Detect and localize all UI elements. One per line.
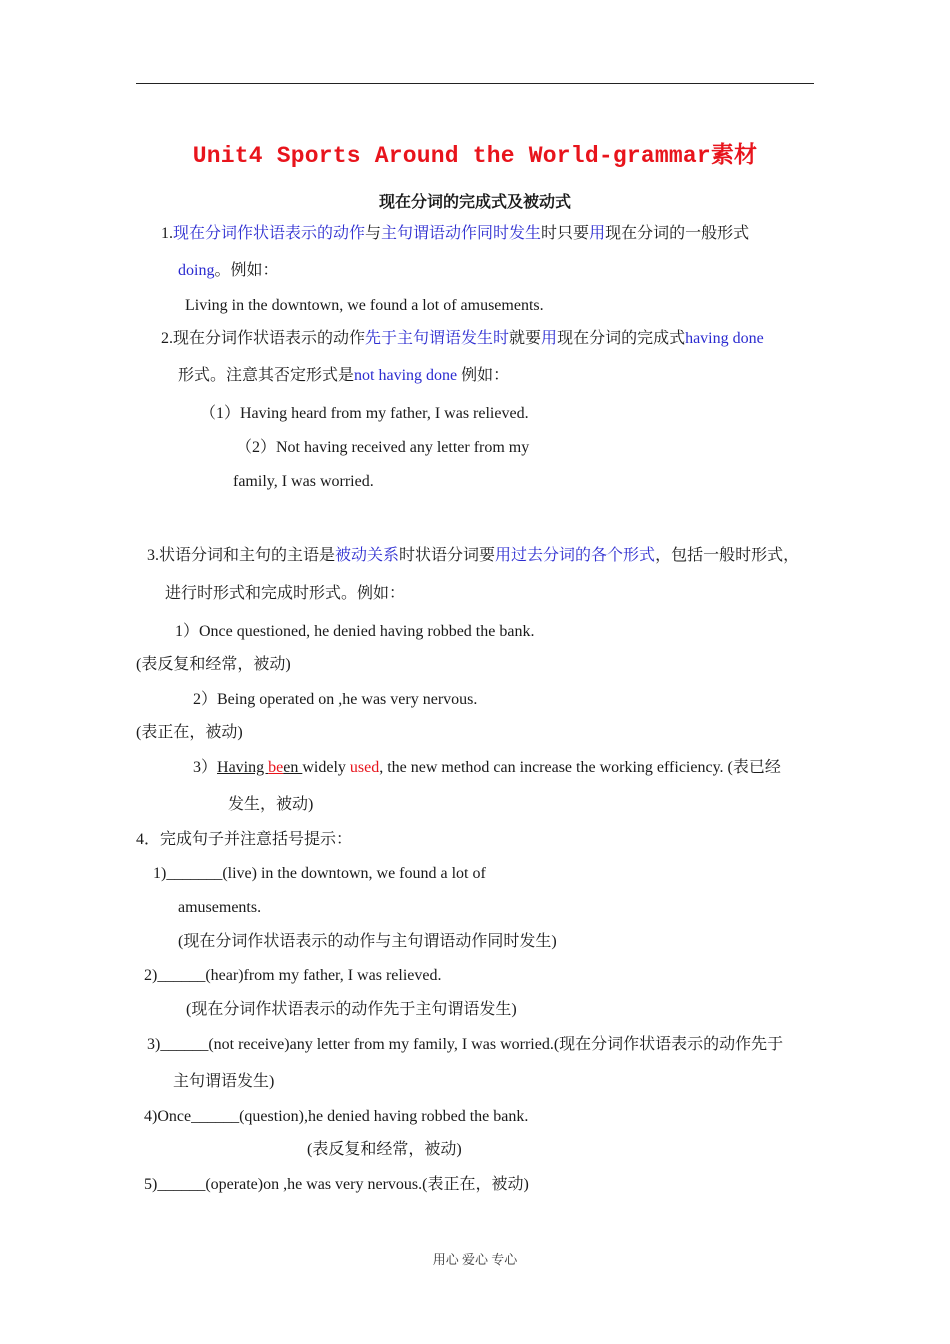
sec3-example-3 — [193, 758, 781, 778]
sec2-text-c: 就要 — [509, 330, 542, 347]
sec3-ex3-having: Having — [217, 759, 269, 776]
sec3-example-1: 1）Once questioned, he denied having robbed the bank. — [175, 623, 535, 640]
sec2-text-g: 形式。注意其否定形式是 — [178, 367, 355, 384]
document-title: Unit4 Sports Around the World-grammar素材 — [192, 143, 758, 169]
sec3-ex3-used: used — [349, 759, 380, 776]
sec4-q4: 4)Once______(question),he denied having robbed the bank. — [144, 1108, 529, 1125]
sec2-text-i: 例如： — [457, 367, 510, 384]
sec2-line1 — [161, 329, 764, 349]
sec2-form-not-having-done: not having done — [354, 367, 458, 384]
sec1-line1 — [161, 224, 749, 244]
sec2-example-1: （1）Having heard from my father, I was relieved. — [200, 405, 529, 422]
sec3-highlight-b: 被动关系 — [335, 547, 400, 564]
sec2-text-e: 现在分词的完成式 — [557, 330, 686, 347]
sec1-example: Living in the downtown, we found a lot of amusements. — [185, 297, 544, 314]
sec4-q1-line2: amusements. — [178, 899, 262, 916]
sec4-q4-note: (表反复和经常，被动) — [307, 1141, 462, 1158]
sec1-number: 1. — [161, 225, 173, 242]
sec1-text-f: 现在分词的一般形式 — [605, 225, 750, 242]
sec4-q3-line2: 主句谓语发生) — [173, 1073, 275, 1090]
sec3-line2: 进行时形式和完成时形式。例如： — [165, 585, 406, 602]
sec3-text-c: 时状语分词要 — [399, 547, 496, 564]
sec2-highlight-b: 先于主句谓语发生时 — [365, 330, 510, 347]
sec4-heading: 4．完成句子并注意括号提示： — [136, 831, 353, 848]
sec2-line2 — [178, 366, 509, 386]
sec3-example-2-note: (表正在，被动) — [136, 724, 243, 741]
sec2-form-having-done: having done — [685, 330, 764, 347]
sec4-q2-note: (现在分词作状语表示的动作先于主句谓语发生) — [186, 1001, 517, 1018]
sec3-ex3-en: en — [283, 759, 303, 776]
sec1-highlight-a: 现在分词作状语表示的动作 — [173, 225, 366, 242]
sec2-text-a: 现在分词作状语表示的动作 — [173, 330, 366, 347]
sec2-number: 2. — [161, 330, 173, 347]
sec3-example-3-note: 发生，被动) — [228, 796, 314, 813]
sec4-q5: 5)______(operate)on ,he was very nervous.(表正在，被动) — [144, 1176, 529, 1193]
sec4-q2: 2)______(hear)from my father, I was relieved. — [144, 967, 442, 984]
sec4-q1-line1: 1)_______(live) in the downtown, we found a lot of — [153, 865, 486, 882]
document-subtitle: 现在分词的完成式及被动式 — [378, 192, 571, 211]
sec3-text-a: 状语分词和主句的主语是 — [159, 547, 336, 564]
header-rule — [136, 83, 814, 84]
sec3-text-e: ，包括一般时形式， — [655, 547, 800, 564]
sec3-ex3-prefix: 3） — [193, 759, 218, 776]
sec1-line2 — [178, 261, 278, 281]
sec2-example-2a: （2）Not having received any letter from my — [236, 439, 530, 456]
sec3-number: 3. — [147, 547, 159, 564]
sec1-highlight-e: 用 — [589, 225, 606, 242]
sec3-line1 — [147, 546, 799, 566]
page-footer: 用心 爱心 专心 — [432, 1252, 518, 1267]
sec3-highlight-d: 用过去分词的各个形式 — [495, 547, 656, 564]
sec2-example-2b: family, I was worried. — [233, 473, 374, 490]
sec4-q3-line1: 3)______(not receive)any letter from my family, I was worried.(现在分词作状语表示的动作先于 — [147, 1036, 784, 1053]
sec1-text-b: 与 — [365, 225, 382, 242]
sec1-text-d: 时只要 — [541, 225, 590, 242]
sec1-form-doing: doing — [178, 262, 215, 279]
sec2-highlight-d: 用 — [541, 330, 558, 347]
sec3-example-1-note: (表反复和经常，被动) — [136, 656, 291, 673]
sec3-ex3-widely: widely — [302, 759, 350, 776]
sec3-ex3-rest: , the new method can increase the working efficiency. (表已经 — [379, 759, 781, 776]
sec3-example-2: 2）Being operated on ,he was very nervous. — [193, 691, 478, 708]
sec4-q1-note: (现在分词作状语表示的动作与主句谓语动作同时发生) — [178, 933, 557, 950]
sec3-ex3-be: be — [268, 759, 284, 776]
sec1-highlight-c: 主句谓语动作同时发生 — [381, 225, 542, 242]
sec1-text-h: 。例如： — [214, 262, 279, 279]
